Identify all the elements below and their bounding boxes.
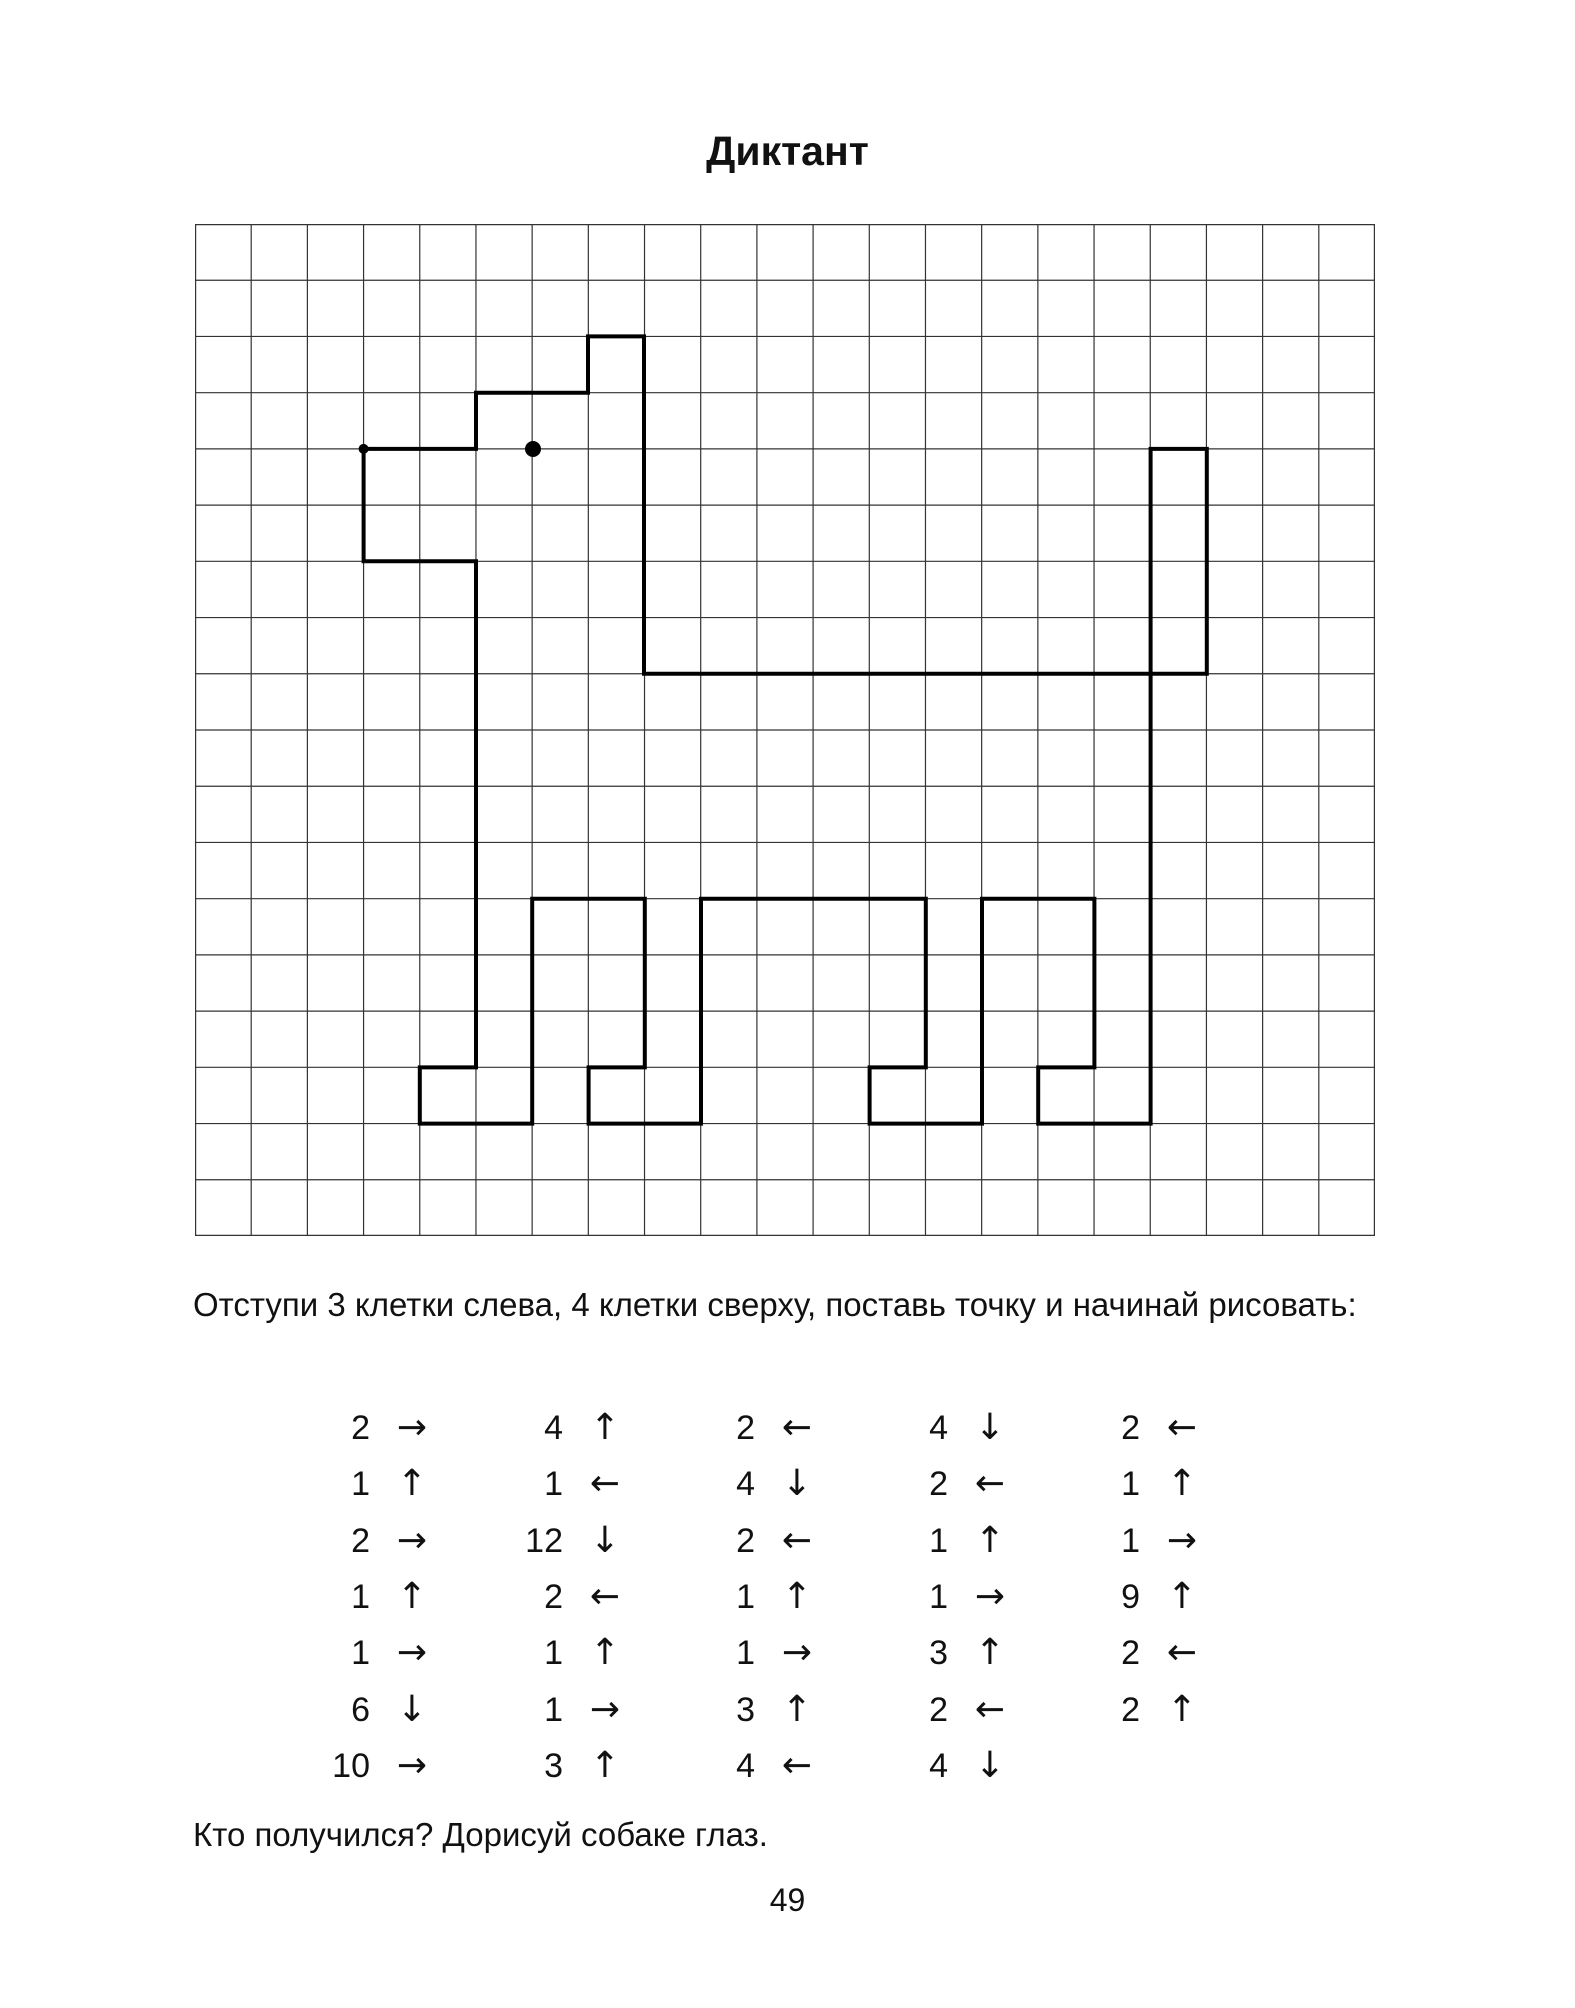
command-item (505, 1400, 655, 1456)
arrow-left-icon: ← (781, 1744, 813, 1786)
command-count: 2 (1121, 1409, 1140, 1447)
command-item (312, 1513, 462, 1569)
command-count: 4 (736, 1746, 755, 1785)
command-count: 1 (1121, 1465, 1140, 1504)
command-item (697, 1569, 847, 1625)
command-count: 6 (351, 1690, 370, 1729)
command-item (697, 1400, 847, 1456)
arrow-left-icon: ← (589, 1575, 621, 1617)
command-count: 1 (544, 1634, 563, 1673)
command-count: 12 (525, 1521, 563, 1560)
command-count: 1 (351, 1634, 370, 1673)
start-point (359, 444, 369, 454)
command-item (890, 1738, 1040, 1794)
command-item (890, 1513, 1040, 1569)
command-count: 1 (929, 1521, 948, 1560)
arrow-down-icon: ↓ (589, 1519, 621, 1561)
command-count: 1 (544, 1465, 563, 1504)
command-item (1082, 1569, 1232, 1625)
arrow-left-icon: ← (974, 1688, 1006, 1730)
instruction-text: Отступи 3 клетки слева, 4 клетки сверху, поставь точку и начинай рисовать: (193, 1286, 1357, 1323)
command-count: 3 (929, 1634, 948, 1673)
arrow-right-icon: → (1166, 1519, 1198, 1561)
command-item (1082, 1513, 1232, 1569)
arrow-down-icon: ↓ (781, 1463, 813, 1505)
command-count: 3 (544, 1746, 563, 1785)
arrow-up-icon: ↑ (781, 1688, 813, 1730)
command-count: 4 (544, 1409, 563, 1447)
arrow-right-icon: → (589, 1688, 621, 1730)
command-count: 1 (351, 1465, 370, 1504)
arrow-up-icon: ↑ (589, 1632, 621, 1674)
command-count: 2 (1121, 1690, 1140, 1729)
arrow-left-icon: ← (589, 1463, 621, 1505)
command-item (505, 1625, 655, 1681)
command-count: 10 (332, 1746, 370, 1785)
arrow-up-icon: ↑ (396, 1463, 428, 1505)
command-item (1082, 1400, 1232, 1456)
arrow-up-icon: ↑ (1166, 1463, 1198, 1505)
arrow-up-icon: ↑ (781, 1575, 813, 1617)
command-item (505, 1738, 655, 1794)
arrow-up-icon: ↑ (1166, 1575, 1198, 1617)
arrow-up-icon: ↑ (589, 1744, 621, 1786)
command-count: 1 (929, 1577, 948, 1616)
command-item (312, 1456, 462, 1512)
arrow-up-icon: ↑ (974, 1632, 1006, 1674)
arrow-left-icon: ← (1166, 1407, 1198, 1448)
command-item (505, 1682, 655, 1738)
command-item (890, 1682, 1040, 1738)
command-item (890, 1456, 1040, 1512)
command-count: 4 (929, 1746, 948, 1785)
arrow-down-icon: ↓ (974, 1407, 1006, 1448)
command-item (1082, 1625, 1232, 1681)
command-count: 4 (929, 1409, 948, 1447)
arrow-down-icon: ↓ (396, 1688, 428, 1730)
arrow-left-icon: ← (1166, 1632, 1198, 1674)
drawing-grid (195, 224, 1375, 1236)
arrow-right-icon: → (974, 1575, 1006, 1617)
command-item (312, 1682, 462, 1738)
command-item (697, 1738, 847, 1794)
arrow-down-icon: ↓ (974, 1744, 1006, 1786)
command-count: 1 (544, 1690, 563, 1729)
command-count: 2 (929, 1690, 948, 1729)
command-item (312, 1569, 462, 1625)
question-text: Кто получился? Дорисуй собаке глаз. (193, 1816, 768, 1853)
arrow-right-icon: → (396, 1632, 428, 1674)
command-count: 1 (351, 1577, 370, 1616)
command-count: 2 (1121, 1634, 1140, 1673)
command-item (890, 1625, 1040, 1681)
command-count: 2 (351, 1409, 370, 1447)
command-item (697, 1625, 847, 1681)
command-table (0, 1400, 1575, 1786)
command-count: 1 (736, 1577, 755, 1616)
arrow-up-icon: ↑ (974, 1519, 1006, 1561)
command-item (1082, 1456, 1232, 1512)
command-item (697, 1513, 847, 1569)
command-count: 2 (736, 1409, 755, 1447)
command-count: 2 (544, 1577, 563, 1616)
page-title: Диктант (706, 128, 869, 174)
command-item (1082, 1682, 1232, 1738)
arrow-up-icon: ↑ (1166, 1688, 1198, 1730)
command-item (505, 1569, 655, 1625)
dog-eye (525, 441, 541, 457)
command-item (890, 1569, 1040, 1625)
command-count: 9 (1121, 1577, 1140, 1616)
command-item (312, 1625, 462, 1681)
arrow-right-icon: → (396, 1519, 428, 1561)
arrow-up-icon: ↑ (396, 1575, 428, 1617)
command-count: 1 (736, 1634, 755, 1673)
command-item (697, 1456, 847, 1512)
arrow-left-icon: ← (781, 1519, 813, 1561)
command-item (697, 1682, 847, 1738)
arrow-left-icon: ← (974, 1463, 1006, 1505)
command-count: 1 (1121, 1521, 1140, 1560)
command-count: 2 (736, 1521, 755, 1560)
arrow-right-icon: → (396, 1407, 428, 1448)
grid-lines (195, 224, 1375, 1236)
page-number: 49 (769, 1882, 806, 1918)
command-count: 3 (736, 1690, 755, 1729)
command-item (890, 1400, 1040, 1456)
arrow-right-icon: → (781, 1632, 813, 1674)
command-item (505, 1513, 655, 1569)
arrow-up-icon: ↑ (589, 1407, 621, 1448)
command-count: 2 (351, 1521, 370, 1560)
command-item (312, 1400, 462, 1456)
arrow-right-icon: → (396, 1744, 428, 1786)
command-count: 2 (929, 1465, 948, 1504)
command-item (505, 1456, 655, 1512)
command-item (312, 1738, 462, 1794)
command-count: 4 (736, 1465, 755, 1504)
arrow-left-icon: ← (781, 1407, 813, 1448)
